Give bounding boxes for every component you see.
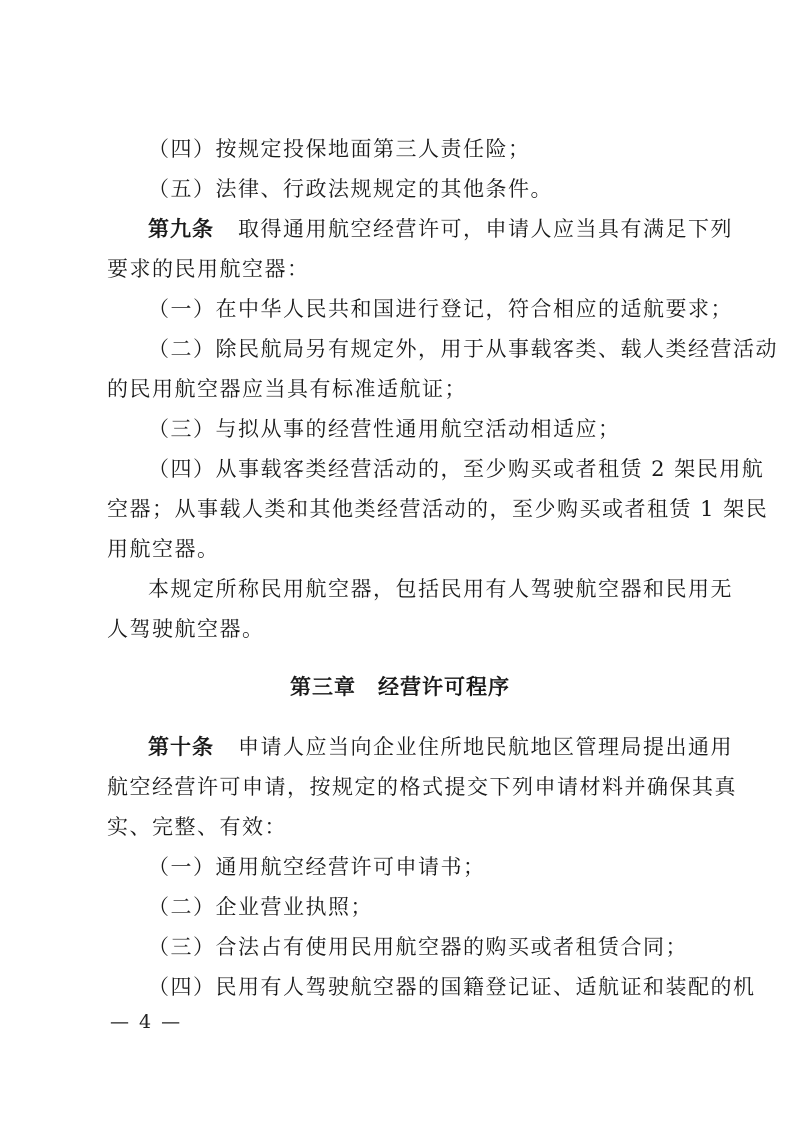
article-10-first-line — [148, 732, 733, 762]
paragraph-line: 要求的民用航空器： — [107, 257, 310, 281]
paragraph-line: 人驾驶航空器。 — [107, 617, 265, 641]
paragraph-line: （四）从事载客类经营活动的，至少购买或者租赁 2 架民用航 — [148, 457, 765, 481]
paragraph-line: 实、完整、有效： — [107, 815, 287, 839]
article-9-label: 第九条 — [148, 216, 214, 241]
paragraph-line: 空器；从事载人类和其他类经营活动的，至少购买或者租赁 1 架民 — [107, 497, 769, 521]
paragraph-line: （三）与拟从事的经营性通用航空活动相适应； — [148, 417, 621, 441]
article-10-label: 第十条 — [148, 734, 214, 759]
paragraph-line: 本规定所称民用航空器，包括民用有人驾驶航空器和民用无 — [148, 577, 733, 601]
article-9-first-line — [148, 214, 733, 244]
paragraph-line: （二）企业营业执照； — [148, 895, 373, 919]
page-number: — 4 — — [110, 1011, 183, 1033]
paragraph-line: 用航空器。 — [107, 537, 220, 561]
paragraph-line: （四）民用有人驾驶航空器的国籍登记证、适航证和装配的机 — [148, 975, 756, 999]
paragraph-line: （二）除民航局另有规定外，用于从事载客类、载人类经营活动 — [148, 337, 778, 361]
paragraph-line: 的民用航空器应当具有标准适航证； — [107, 377, 467, 401]
chapter-heading: 第三章 经营许可程序 — [290, 675, 510, 699]
paragraph-line: （一）在中华人民共和国进行登记，符合相应的适航要求； — [148, 297, 733, 321]
paragraph-line: （三）合法占有使用民用航空器的购买或者租赁合同； — [148, 935, 688, 959]
paragraph-line: （五）法律、行政法规规定的其他条件。 — [148, 177, 553, 201]
article-9-text: 取得通用航空经营许可，申请人应当具有满足下列 — [238, 217, 733, 241]
paragraph-line: （一）通用航空经营许可申请书； — [148, 855, 486, 879]
paragraph-line: （四）按规定投保地面第三人责任险； — [148, 137, 531, 161]
article-10-text: 申请人应当向企业住所地民航地区管理局提出通用 — [238, 735, 733, 759]
paragraph-line: 航空经营许可申请，按规定的格式提交下列申请材料并确保其真 — [107, 775, 737, 799]
